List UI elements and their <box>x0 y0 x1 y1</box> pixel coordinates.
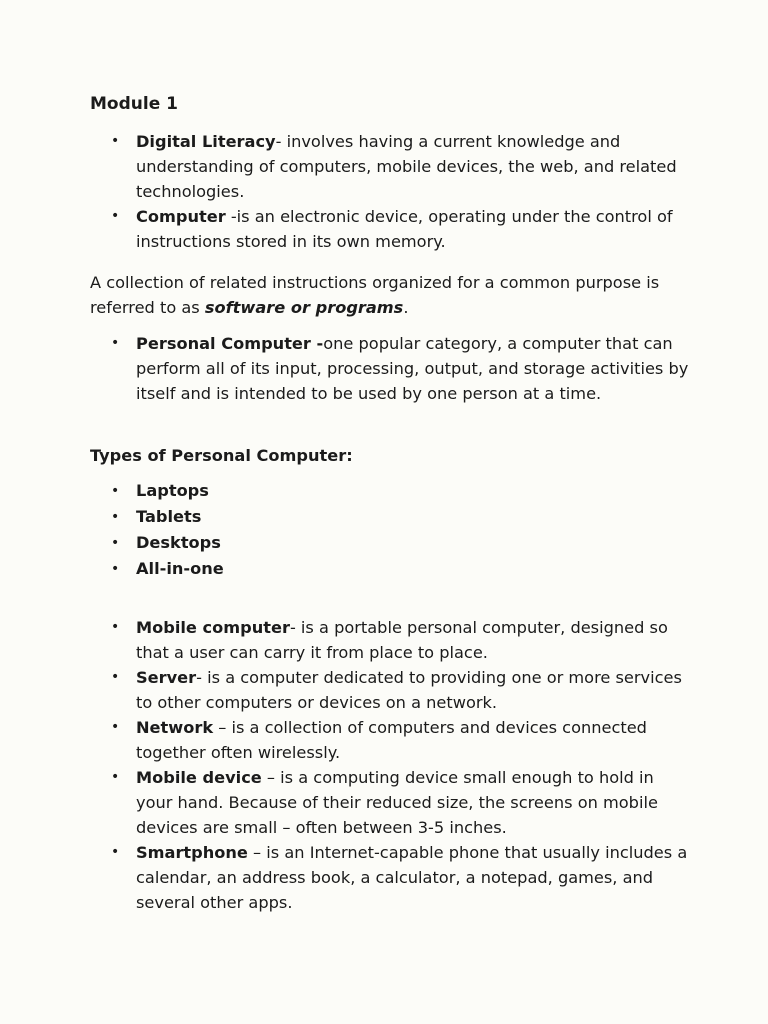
bullet-icon: • <box>111 133 120 149</box>
list-item <box>90 504 690 530</box>
definition-text: - is a computer dedicated to providing one or more services to other computers or devices on a network. <box>136 668 682 712</box>
more-definitions-block <box>90 615 690 915</box>
list-item <box>90 530 690 556</box>
bullet-icon: • <box>111 619 120 635</box>
module-title: Module 1 <box>90 94 178 114</box>
module-heading-block <box>90 92 690 117</box>
paragraph-end: . <box>403 298 409 317</box>
list-item <box>90 478 690 504</box>
list-item <box>90 615 690 665</box>
bullet-icon: • <box>111 335 120 351</box>
term-label: Smartphone <box>136 843 248 862</box>
definition-text: – is a computing device small enough to hold in your hand. Because of their reduced size, the screens on mobile devices are small – often between 3-5 inches. <box>136 768 658 837</box>
bullet-icon: • <box>111 535 120 551</box>
term-label: Digital Literacy <box>136 132 276 151</box>
term-label: Mobile device <box>136 768 262 787</box>
definitions-list-block <box>90 129 690 254</box>
term-label: Personal Computer - <box>136 334 324 353</box>
bullet-icon: • <box>111 669 120 685</box>
types-list-block <box>90 478 690 582</box>
paragraph-emphasis: software or programs <box>204 298 404 317</box>
bullet-icon: • <box>111 509 120 525</box>
type-label: All-in-one <box>136 559 224 578</box>
bullet-icon: • <box>111 208 120 224</box>
definition-text: - is a portable personal computer, designed so that a user can carry it from place to place. <box>136 618 668 662</box>
bullet-icon: • <box>111 719 120 735</box>
bullet-icon: • <box>111 769 120 785</box>
list-item <box>90 665 690 715</box>
types-list <box>90 478 690 582</box>
personal-computer-list <box>90 331 690 406</box>
types-heading: Types of Personal Computer: <box>90 446 353 465</box>
software-paragraph <box>90 270 690 320</box>
paragraph-text: A collection of related instructions organized for a common purpose is referred to as <box>90 273 660 317</box>
term-label: Computer <box>136 207 226 226</box>
types-heading-block <box>90 443 690 468</box>
term-label: Server <box>136 668 197 687</box>
type-label: Desktops <box>136 533 221 552</box>
list-item <box>90 840 690 915</box>
type-label: Tablets <box>136 507 202 526</box>
list-item <box>90 765 690 840</box>
definition-text: one popular category, a computer that can perform all of its input, processing, output, and storage activities by itself and is intended to be used by one person at a time. <box>136 334 689 403</box>
term-label: Mobile computer <box>136 618 290 637</box>
more-definitions-list <box>90 615 690 915</box>
list-item <box>90 331 690 406</box>
list-item <box>90 204 690 254</box>
term-label: Network <box>136 718 214 737</box>
list-item <box>90 556 690 582</box>
bullet-icon: • <box>111 483 120 499</box>
definition-text: -is an electronic device, operating under the control of instructions stored in its own memory. <box>136 207 673 251</box>
list-item <box>90 715 690 765</box>
definition-text: – is an Internet-capable phone that usually includes a calendar, an address book, a calculator, a notepad, games, and several other apps. <box>136 843 688 912</box>
definitions-list <box>90 129 690 254</box>
type-label: Laptops <box>136 481 209 500</box>
paragraph-block <box>90 270 690 320</box>
personal-computer-block <box>90 331 690 406</box>
definition-text: - involves having a current knowledge and understanding of computers, mobile devices, the web, and related technologies. <box>136 132 677 201</box>
definition-text: – is a collection of computers and devices connected together often wirelessly. <box>136 718 647 762</box>
list-item <box>90 129 690 204</box>
bullet-icon: • <box>111 561 120 577</box>
bullet-icon: • <box>111 844 120 860</box>
